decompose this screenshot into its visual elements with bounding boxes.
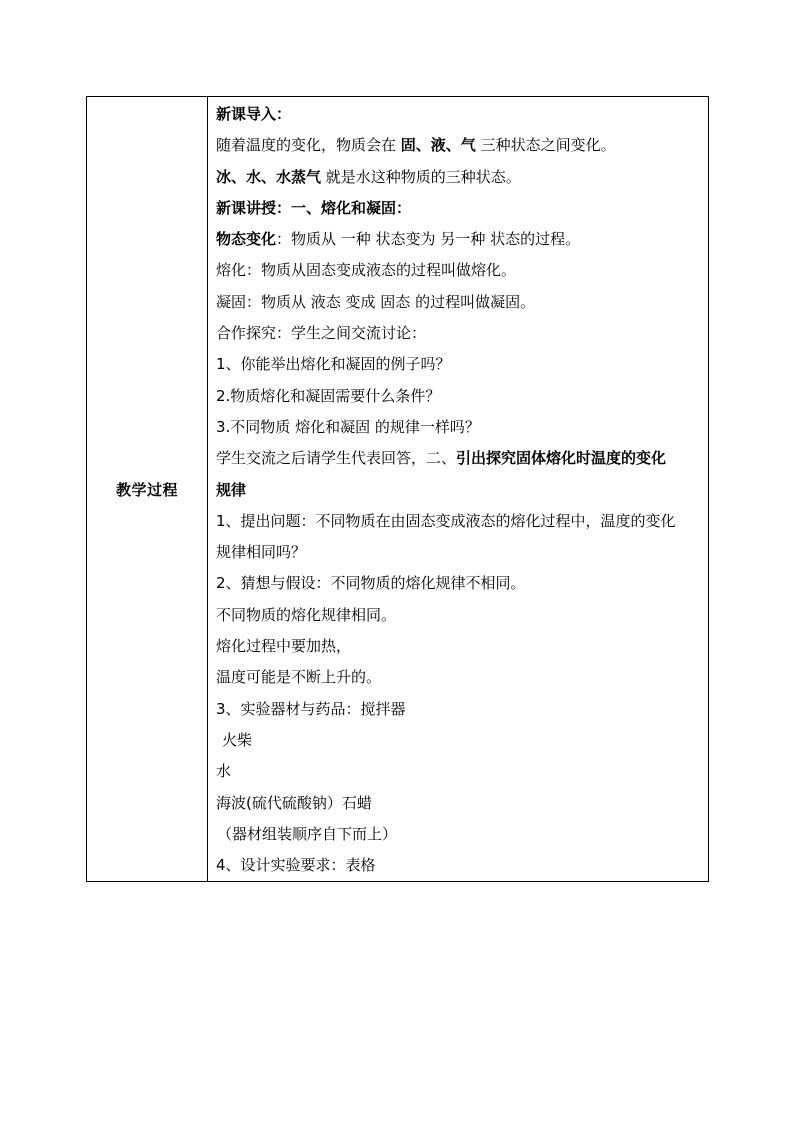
content-line [216,349,702,380]
bold-text: 规律 [216,480,247,499]
content-line [216,537,702,568]
bold-text: 固、液、气 [400,136,476,155]
text-segment: 3.不同物质 熔化和凝固 的规律一样吗？ [216,417,480,436]
content-line [216,99,702,130]
content-line [216,162,702,193]
content-line [216,819,702,850]
bold-text: 冰、水、水蒸气 [216,167,322,186]
text-segment: 合作探究：学生之间交流讨论： [216,324,427,343]
text-segment: 凝固：物质从 液态 变成 固态 的过程叫做凝固。 [216,292,536,311]
text-segment: （器材组装顺序自下而上） [217,824,398,843]
content-line [216,381,702,412]
text-segment: 三种状态之间变化。 [475,136,616,155]
text-segment: 水 [216,762,232,781]
content-line [216,568,702,599]
content-cell [208,97,708,881]
content-line [216,850,702,881]
text-segment: 学生交流之后请学生代表回答，二、 [216,449,457,468]
content-line [216,287,702,318]
content-line [216,224,702,255]
bold-text: 物态变化 [216,230,277,249]
content-line [216,631,702,662]
row-label: 教学过程 [115,480,178,499]
content-line [216,255,702,286]
text-segment: 2、猜想与假设：不同物质的熔化规律不相同。 [216,574,526,593]
content-line [216,600,702,631]
bold-text: 引出探究固体熔化时温度的变化 [456,449,667,468]
text-segment: 火柴 [222,730,253,749]
text-segment: 就是水这种物质的三种状态。 [321,167,521,186]
content-line [216,788,702,819]
text-segment: 2.物质熔化和凝固需要什么条件？ [216,386,441,405]
content-line [216,443,702,474]
text-segment: 熔化：物质从固态变成液态的过程叫做熔化。 [216,261,517,280]
lesson-table [86,96,709,882]
bold-text: 新课讲授：一、熔化和凝固： [216,198,412,217]
bold-text: 新课导入： [216,105,292,123]
content-line [216,506,702,537]
row-label-cell [87,97,208,881]
text-segment: 温度可能是不断上升的。 [216,668,382,687]
content-line [216,193,702,224]
text-segment: 随着温度的变化，物质会在 [216,136,401,155]
content-line [216,130,702,161]
content-line [216,694,702,725]
text-segment: 1、你能举出熔化和凝固的例子吗？ [216,355,451,374]
text-segment: ：物质从 一种 状态变为 另一种 状态的过程。 [276,230,581,249]
text-segment: 3、实验器材与药品：搅拌器 [216,699,406,718]
content-line [216,662,702,693]
text-segment: 1、提出问题：不同物质在由固态变成液态的熔化过程中，温度的变化 [216,511,676,530]
content-line [216,412,702,443]
text-segment: 海波(硫代硫酸钠）石蜡 [216,793,372,812]
content-line [216,725,702,756]
content-line [216,756,702,787]
text-segment: 4、设计实验要求：表格 [216,856,376,875]
content-line [216,475,702,506]
text-segment: 熔化过程中要加热， [216,637,352,656]
text-segment: 不同物质的熔化规律相同。 [216,605,397,624]
text-segment: 规律相同吗？ [216,543,307,562]
content-line [216,318,702,349]
